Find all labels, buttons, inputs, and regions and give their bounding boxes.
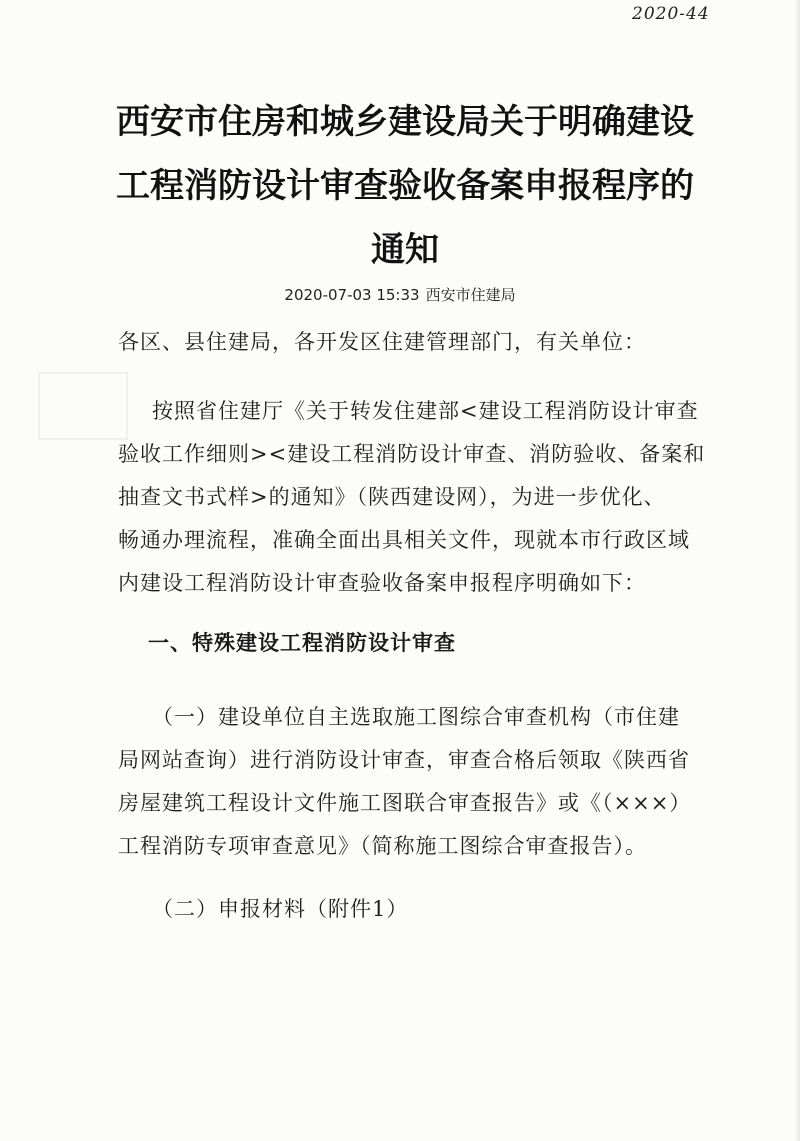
section-1-item-1 bbox=[118, 696, 698, 868]
item1-line-4: 工程消防专项审查意见》（简称施工图综合审查报告）。 bbox=[118, 834, 647, 858]
item1-line-2: 局网站查询）进行消防设计审查，审查合格后领取《陕西省 bbox=[118, 748, 690, 772]
item1-line-3: 房屋建筑工程设计文件施工图联合审查报告》或《（×××） bbox=[118, 791, 692, 815]
bleed-through-text bbox=[120, 40, 129, 70]
intro-line-5: 内建设工程消防设计审查验收备案申报程序明确如下： bbox=[118, 571, 646, 595]
intro-line-3: 抽查文书式样>的通知》（陕西建设网），为进一步优化、 bbox=[118, 485, 666, 509]
section-1-heading: 一、特殊建设工程消防设计审查 bbox=[148, 630, 456, 655]
handwritten-document-number: 2020-44 bbox=[632, 4, 710, 24]
scan-edge-shadow bbox=[794, 0, 800, 1141]
section-1-item-2 bbox=[118, 888, 698, 931]
title-line-2: 工程消防设计审查验收备案申报程序的 bbox=[116, 166, 694, 206]
intro-paragraph bbox=[118, 390, 706, 605]
publish-source: 西安市住建局 bbox=[425, 286, 516, 304]
salutation: 各区、县住建局，各开发区住建管理部门，有关单位： bbox=[118, 330, 646, 354]
item1-line-1: （一）建设单位自主选取施工图综合审查机构（市住建 bbox=[152, 705, 680, 729]
title-line-3: 通知 bbox=[371, 230, 439, 270]
publish-byline bbox=[0, 284, 800, 305]
faint-stamp-mark bbox=[38, 372, 128, 440]
intro-line-1: 按照省住建厅《关于转发住建部<建设工程消防设计审查 bbox=[152, 399, 699, 423]
intro-line-4: 畅通办理流程，准确全面出具相关文件，现就本市行政区域 bbox=[118, 528, 690, 552]
publish-datetime: 2020-07-03 15:33 bbox=[284, 286, 420, 304]
document-title bbox=[60, 90, 750, 282]
intro-line-2: 验收工作细则><建设工程消防设计审查、消防验收、备案和 bbox=[118, 442, 706, 466]
item2-line-1: （二）申报材料（附件1） bbox=[152, 897, 409, 921]
title-line-1: 西安市住房和城乡建设局关于明确建设 bbox=[116, 102, 694, 142]
